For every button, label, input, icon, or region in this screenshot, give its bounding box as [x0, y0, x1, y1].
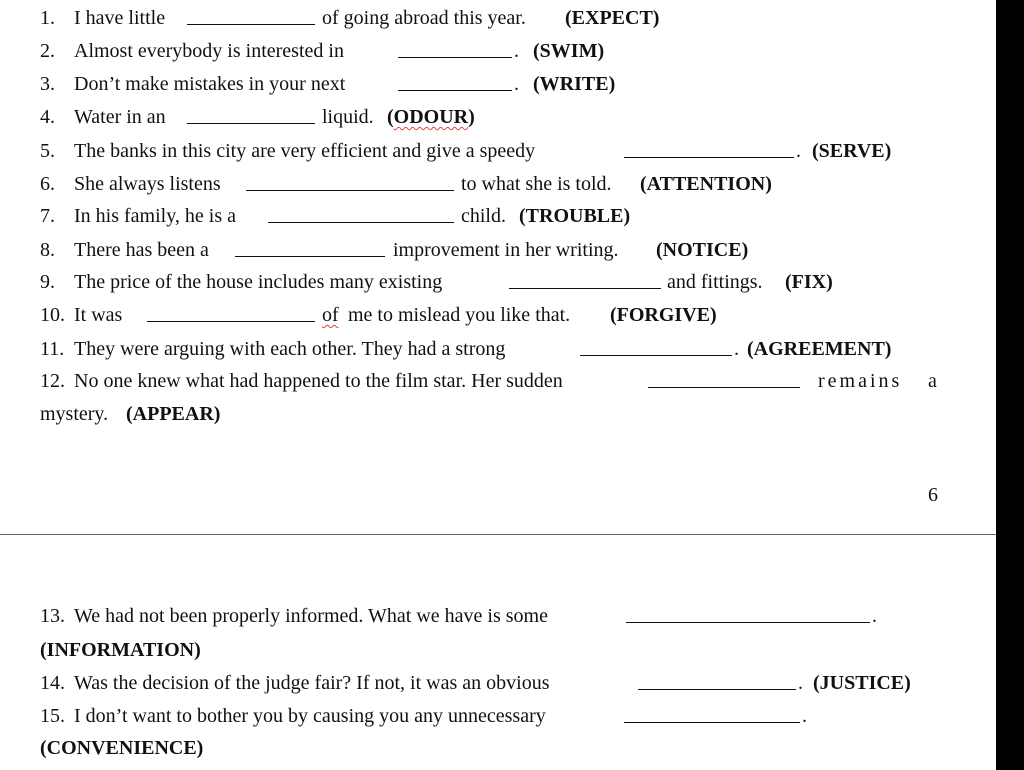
- question-text-after: .: [802, 705, 807, 727]
- question-number: 14.: [40, 672, 65, 694]
- question-text-after: .: [872, 605, 877, 627]
- question-number: 7.: [40, 205, 55, 227]
- question-text-after: .: [734, 338, 739, 360]
- question-text: They were arguing with each other. They had a strong: [74, 338, 506, 360]
- question-text-after: liquid.: [322, 106, 374, 128]
- question-number: 9.: [40, 271, 55, 293]
- keyword: (TROUBLE): [519, 205, 631, 227]
- keyword: (SWIM): [533, 40, 605, 62]
- keyword: [387, 102, 475, 132]
- keyword-word: ODOUR: [393, 106, 469, 128]
- answer-blank[interactable]: [624, 722, 800, 723]
- page-number: 6: [928, 484, 938, 506]
- question-number: 15.: [40, 705, 65, 727]
- keyword: (INFORMATION): [40, 639, 201, 661]
- question-text-after: .: [514, 40, 519, 62]
- question-text-after: and fittings.: [667, 271, 763, 293]
- question-text-after: .: [514, 73, 519, 95]
- question-text: The price of the house includes many existing: [74, 271, 443, 293]
- question-text-after: of going abroad this year.: [322, 7, 526, 29]
- keyword: (APPEAR): [126, 403, 221, 425]
- answer-blank[interactable]: [246, 190, 454, 191]
- question-number: 4.: [40, 106, 55, 128]
- question-text: Was the decision of the judge fair? If not, it was an obvious: [74, 672, 550, 694]
- question-text: In his family, he is a: [74, 205, 237, 227]
- keyword: (JUSTICE): [813, 672, 911, 694]
- right-edge-strip: [996, 0, 1024, 770]
- page-break-line: [0, 534, 996, 535]
- question-text-after: .: [798, 672, 803, 694]
- answer-blank[interactable]: [648, 387, 800, 388]
- question-word-flagged: of: [322, 304, 339, 326]
- keyword: (EXPECT): [565, 7, 660, 29]
- question-text: Water in an: [74, 106, 166, 128]
- question-number: 12.: [40, 370, 65, 392]
- question-text-after: .: [796, 140, 801, 162]
- answer-blank[interactable]: [235, 256, 385, 257]
- question-text-after: remains: [818, 370, 903, 392]
- question-text: She always listens: [74, 173, 221, 195]
- question-text: There has been a: [74, 239, 209, 261]
- keyword: (FIX): [785, 271, 833, 293]
- question-text: It was: [74, 304, 123, 326]
- keyword: (WRITE): [533, 73, 616, 95]
- answer-blank[interactable]: [638, 689, 796, 690]
- answer-blank[interactable]: [509, 288, 661, 289]
- answer-blank[interactable]: [624, 157, 794, 158]
- answer-blank[interactable]: [626, 622, 870, 623]
- question-number: 10.: [40, 304, 65, 326]
- keyword: (SERVE): [812, 140, 892, 162]
- question-number: 1.: [40, 7, 55, 29]
- keyword: (FORGIVE): [610, 304, 717, 326]
- question-text-after: to what she is told.: [461, 173, 612, 195]
- question-text: I don’t want to bother you by causing you any unnecessary: [74, 705, 546, 727]
- question-number: 2.: [40, 40, 55, 62]
- answer-blank[interactable]: [398, 57, 512, 58]
- question-text: Almost everybody is interested in: [74, 40, 344, 62]
- keyword: (NOTICE): [656, 239, 749, 261]
- question-text-after: improvement in her writing.: [393, 239, 619, 261]
- keyword: (AGREEMENT): [747, 338, 892, 360]
- question-text: The banks in this city are very efficient and give a speedy: [74, 140, 536, 162]
- keyword: (CONVENIENCE): [40, 737, 204, 759]
- question-number: 3.: [40, 73, 55, 95]
- answer-blank[interactable]: [268, 222, 454, 223]
- question-text: We had not been properly informed. What we have is some: [74, 605, 548, 627]
- keyword-open: (: [387, 106, 394, 128]
- answer-blank[interactable]: [147, 321, 315, 322]
- question-number: 8.: [40, 239, 55, 261]
- answer-blank[interactable]: [187, 24, 315, 25]
- answer-blank[interactable]: [187, 123, 315, 124]
- question-number: 5.: [40, 140, 55, 162]
- keyword-close: ): [468, 106, 475, 128]
- question-text: No one knew what had happened to the film star. Her sudden: [74, 370, 563, 392]
- question-text-after: child.: [461, 205, 506, 227]
- question-text-after-2: a: [928, 370, 937, 392]
- question-text-after: me to mislead you like that.: [348, 304, 571, 326]
- question-text: I have little: [74, 7, 166, 29]
- keyword: (ATTENTION): [640, 173, 772, 195]
- question-number: 11.: [40, 338, 65, 360]
- answer-blank[interactable]: [580, 355, 732, 356]
- question-text-continued: mystery.: [40, 403, 109, 425]
- question-number: 6.: [40, 173, 55, 195]
- answer-blank[interactable]: [398, 90, 512, 91]
- question-number: 13.: [40, 605, 65, 627]
- question-text: Don’t make mistakes in your next: [74, 73, 346, 95]
